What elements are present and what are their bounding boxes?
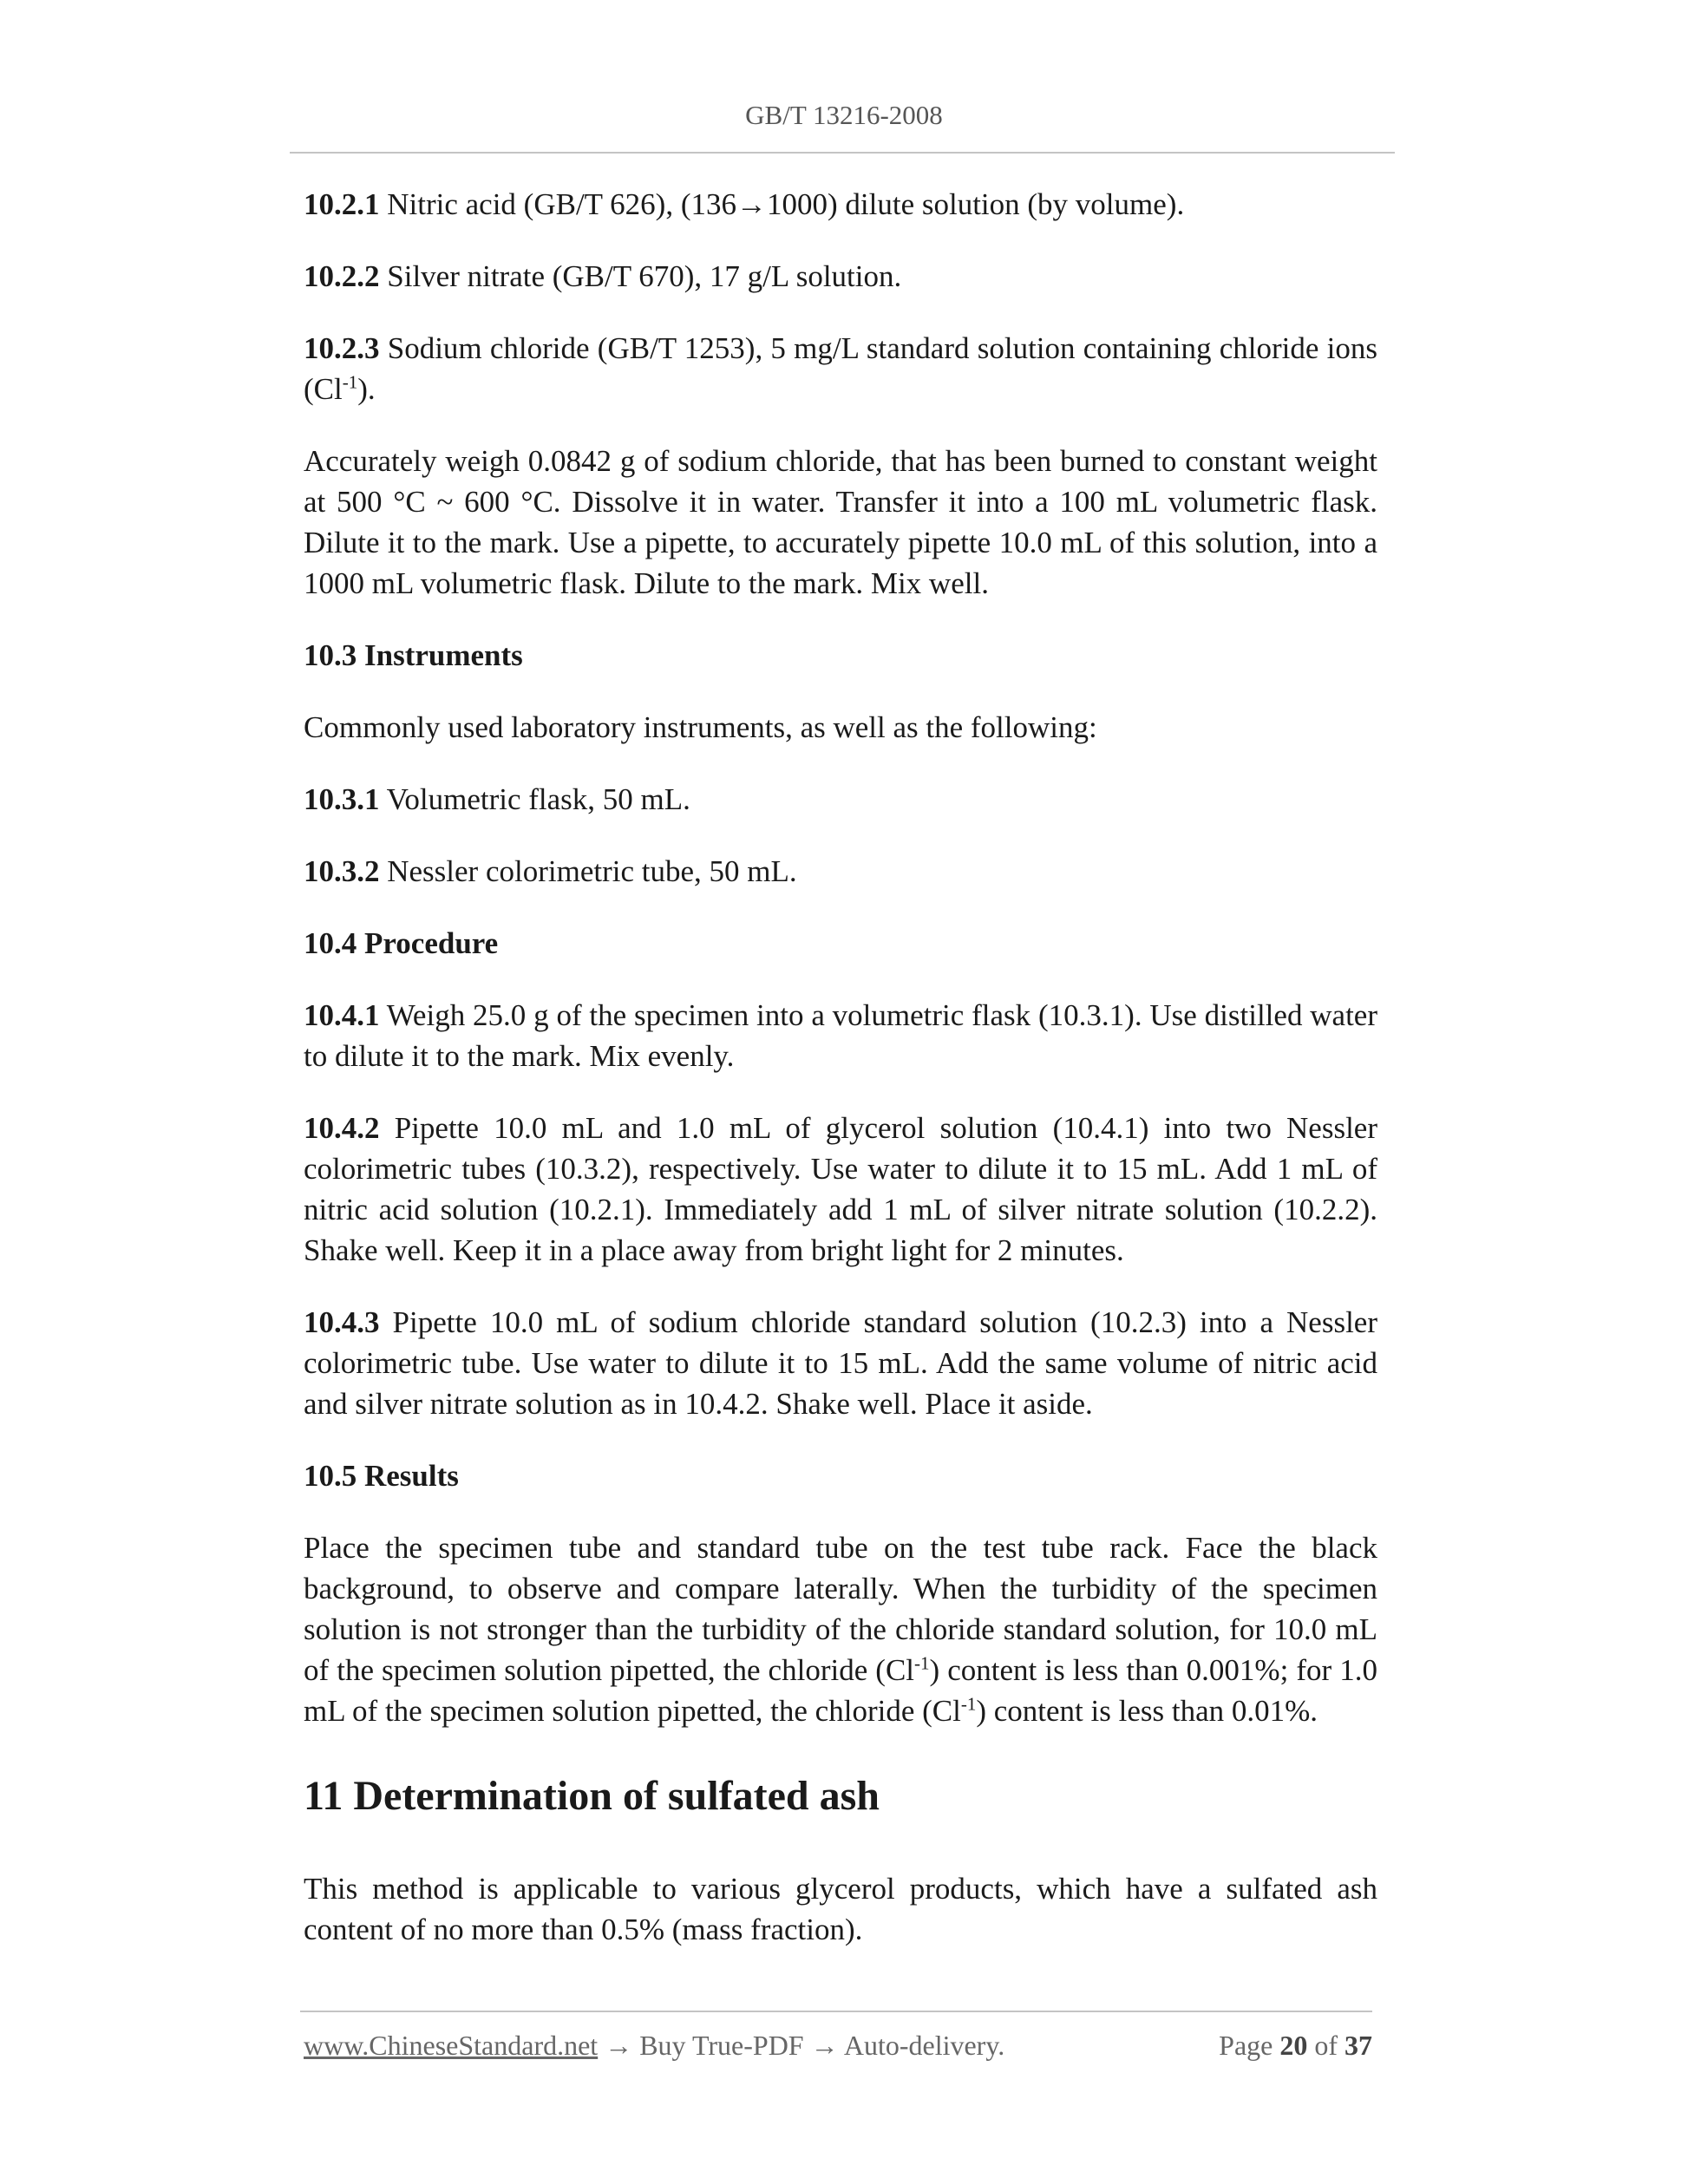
page-body <box>304 184 1377 1981</box>
page-total: 37 <box>1345 2030 1372 2061</box>
header-divider <box>290 152 1395 154</box>
clause-number: 10.3.1 <box>304 782 380 816</box>
clause-text: Nitric acid (GB/T 626), (136→1000) dilute solution (by volume). <box>379 187 1185 221</box>
footer-left <box>304 2030 1004 2062</box>
clause-text: Weigh 25.0 g of the specimen into a volumetric flask (10.3.1). Use distilled water to dilute it to the mark. Mix evenly. <box>304 998 1377 1073</box>
clause-text: Nessler colorimetric tube, 50 mL. <box>379 854 797 888</box>
page-counter <box>1219 2030 1372 2062</box>
clause-number: 10.4.1 <box>304 998 380 1032</box>
clause-text: Sodium chloride (GB/T 1253), 5 mg/L standard solution containing chloride ions (Cl <box>304 331 1377 406</box>
paragraph-results <box>304 1527 1377 1731</box>
clause-10-2-1 <box>304 184 1377 225</box>
buy-pdf-text: Buy True-PDF <box>639 2030 804 2061</box>
results-text: Place the specimen tube and standard tube on the test tube rack. Face the black background, to observe and compare laterally. When the turbidity of the specimen solution is not stronger than the turbidity of the chloride standard solution, for 10.0 mL of the specimen solution pipetted, the chloride (Cl <box>304 1531 1377 1687</box>
paragraph-instruments: Commonly used laboratory instruments, as well as the following: <box>304 710 1097 744</box>
paragraph-weigh: Accurately weigh 0.0842 g of sodium chloride, that has been burned to constant weight at 500 °C ~ 600 °C. Dissolve it in water. Transfer it into a 100 mL volumetric flask. Dilute it to the mark. Use a pipette, to accurately pipette 10.0 mL of this solution, into a 1000 mL volumetric flask. Dilute to the mark. Mix well. <box>304 444 1377 600</box>
clause-10-3-1 <box>304 779 1377 820</box>
clause-text: Silver nitrate (GB/T 670), 17 g/L solution. <box>379 259 902 293</box>
clause-text: Pipette 10.0 mL of sodium chloride standard solution (10.2.3) into a Nessler colorimetric tube. Use water to dilute it to 15 mL. Add the same volume of nitric acid and silver nitrate solution as in 10.4.2. Shake well. Place it aside. <box>304 1305 1377 1421</box>
clause-number: 10.4.2 <box>304 1111 380 1145</box>
heading-10-3: 10.3 Instruments <box>304 638 523 672</box>
clause-10-2-3 <box>304 328 1377 409</box>
clause-text: Volumetric flask, 50 mL. <box>379 782 690 816</box>
page-label: Page <box>1219 2030 1280 2061</box>
clause-10-3-2 <box>304 851 1377 892</box>
clause-text-end: ). <box>357 372 376 406</box>
results-text: ) content is less than 0.01%. <box>976 1694 1318 1728</box>
clause-number: 10.3.2 <box>304 854 380 888</box>
page-number: 20 <box>1279 2030 1308 2061</box>
results-text: ) content is less than 0.001%; for 1.0 mL of the specimen solution pipetted, the chloride (Cl <box>304 1653 1377 1728</box>
paragraph-section-11: This method is applicable to various glycerol products, which have a sulfated ash content of no more than 0.5% (mass fraction). <box>304 1872 1377 1946</box>
clause-text: Pipette 10.0 mL and 1.0 mL of glycerol solution (10.4.1) into two Nessler colorimetric tubes (10.3.2), respectively. Use water to dilute it to 15 mL. Add 1 mL of nitric acid solution (10.2.1). Immediately add 1 mL of silver nitrate solution (10.2.2). Shake well. Keep it in a place away from bright light for 2 minutes. <box>304 1111 1377 1267</box>
heading-10-5: 10.5 Results <box>304 1459 459 1493</box>
clause-10-4-2 <box>304 1108 1377 1271</box>
superscript: -1 <box>914 1652 930 1674</box>
footer-divider <box>300 2011 1372 2012</box>
superscript: -1 <box>342 371 358 393</box>
clause-10-2-2 <box>304 256 1377 297</box>
clause-number: 10.2.3 <box>304 331 380 365</box>
clause-10-4-1 <box>304 995 1377 1076</box>
page-header-title: GB/T 13216-2008 <box>745 100 943 130</box>
superscript: -1 <box>960 1693 977 1715</box>
website-link[interactable]: www.ChineseStandard.net <box>304 2030 599 2061</box>
clause-10-4-3 <box>304 1302 1377 1424</box>
clause-number: 10.2.2 <box>304 259 380 293</box>
heading-section-11: 11 Determination of sulfated ash <box>304 1773 880 1819</box>
arrow-right-icon: → <box>598 2030 640 2061</box>
heading-10-4: 10.4 Procedure <box>304 926 499 960</box>
of-label: of <box>1307 2030 1345 2061</box>
clause-number: 10.2.1 <box>304 187 380 221</box>
auto-delivery-text: Auto-delivery. <box>843 2030 1005 2061</box>
arrow-right-icon: → <box>803 2030 844 2061</box>
clause-number: 10.4.3 <box>304 1305 380 1339</box>
